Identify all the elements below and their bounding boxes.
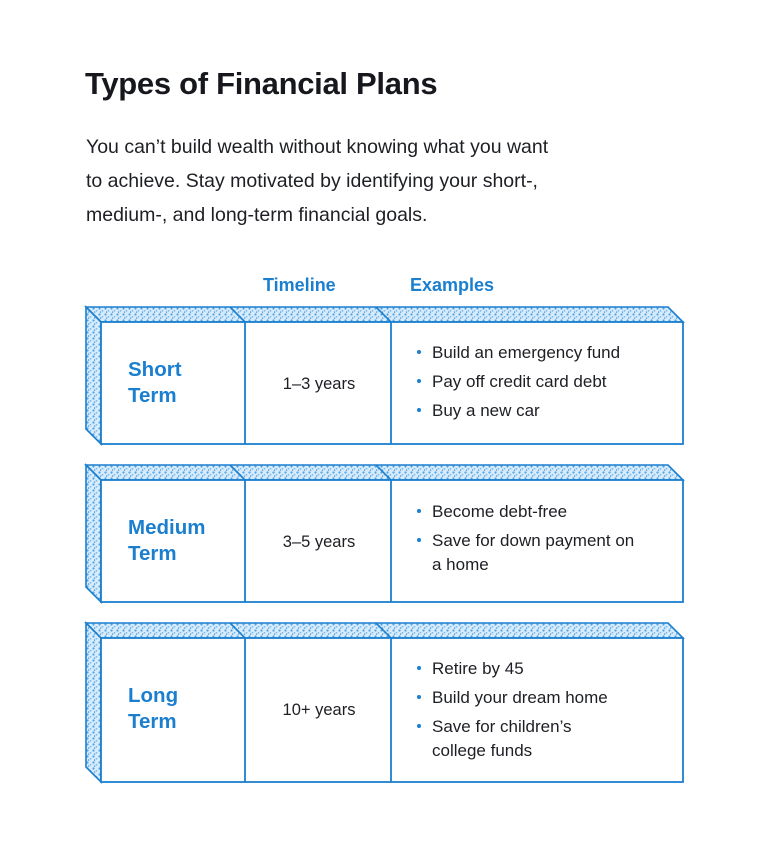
examples-list (416, 657, 678, 768)
term-label-line: Medium (128, 516, 206, 539)
example-item (416, 715, 678, 763)
intro-line: You can’t build wealth without knowing what you want (86, 136, 549, 158)
example-text: Buy a new car (432, 401, 540, 420)
example-text: Build an emergency fund (432, 343, 621, 362)
bullet-icon (417, 724, 421, 728)
term-label-line: Term (128, 542, 177, 565)
plan-row-short-term (86, 307, 684, 447)
examples-list (416, 500, 678, 582)
example-text: Build your dream home (432, 688, 608, 707)
plan-row-long-term (86, 623, 684, 785)
timeline-value: 10+ years (282, 701, 356, 719)
bullet-icon (417, 350, 421, 354)
example-item (416, 686, 678, 710)
term-label (128, 515, 205, 567)
intro-line: to achieve. Stay motivated by identifying your short-, (86, 170, 538, 192)
example-text: Become debt-free (432, 502, 568, 521)
plan-row-medium-term (86, 465, 684, 605)
bullet-icon (417, 408, 421, 412)
term-label-line: Long (128, 684, 179, 707)
bullet-icon (417, 666, 421, 670)
intro-line: medium-, and long-term financial goals. (86, 204, 428, 226)
timeline-value: 1–3 years (282, 375, 356, 393)
example-text: Save for children’s college funds (432, 717, 572, 760)
page-title: Types of Financial Plans (85, 66, 438, 101)
example-text: Pay off credit card debt (432, 372, 607, 391)
column-header-timeline: Timeline (263, 275, 336, 295)
example-text: Retire by 45 (432, 659, 524, 678)
timeline-value: 3–5 years (282, 533, 356, 551)
term-label-line: Term (128, 710, 177, 733)
example-item (416, 500, 678, 524)
term-label-line: Short (128, 358, 182, 381)
term-label (128, 357, 182, 409)
example-item (416, 341, 678, 365)
column-header-examples: Examples (410, 275, 495, 295)
example-item (416, 399, 678, 423)
example-text: Save for down payment on a home (432, 531, 635, 574)
term-label-line: Term (128, 384, 177, 407)
bullet-icon (417, 509, 421, 513)
example-item (416, 529, 678, 577)
example-item (416, 657, 678, 681)
bullet-icon (417, 538, 421, 542)
bullet-icon (417, 695, 421, 699)
bullet-icon (417, 379, 421, 383)
examples-list (416, 341, 678, 428)
term-label (128, 683, 178, 735)
intro-paragraph (86, 130, 676, 232)
example-item (416, 370, 678, 394)
